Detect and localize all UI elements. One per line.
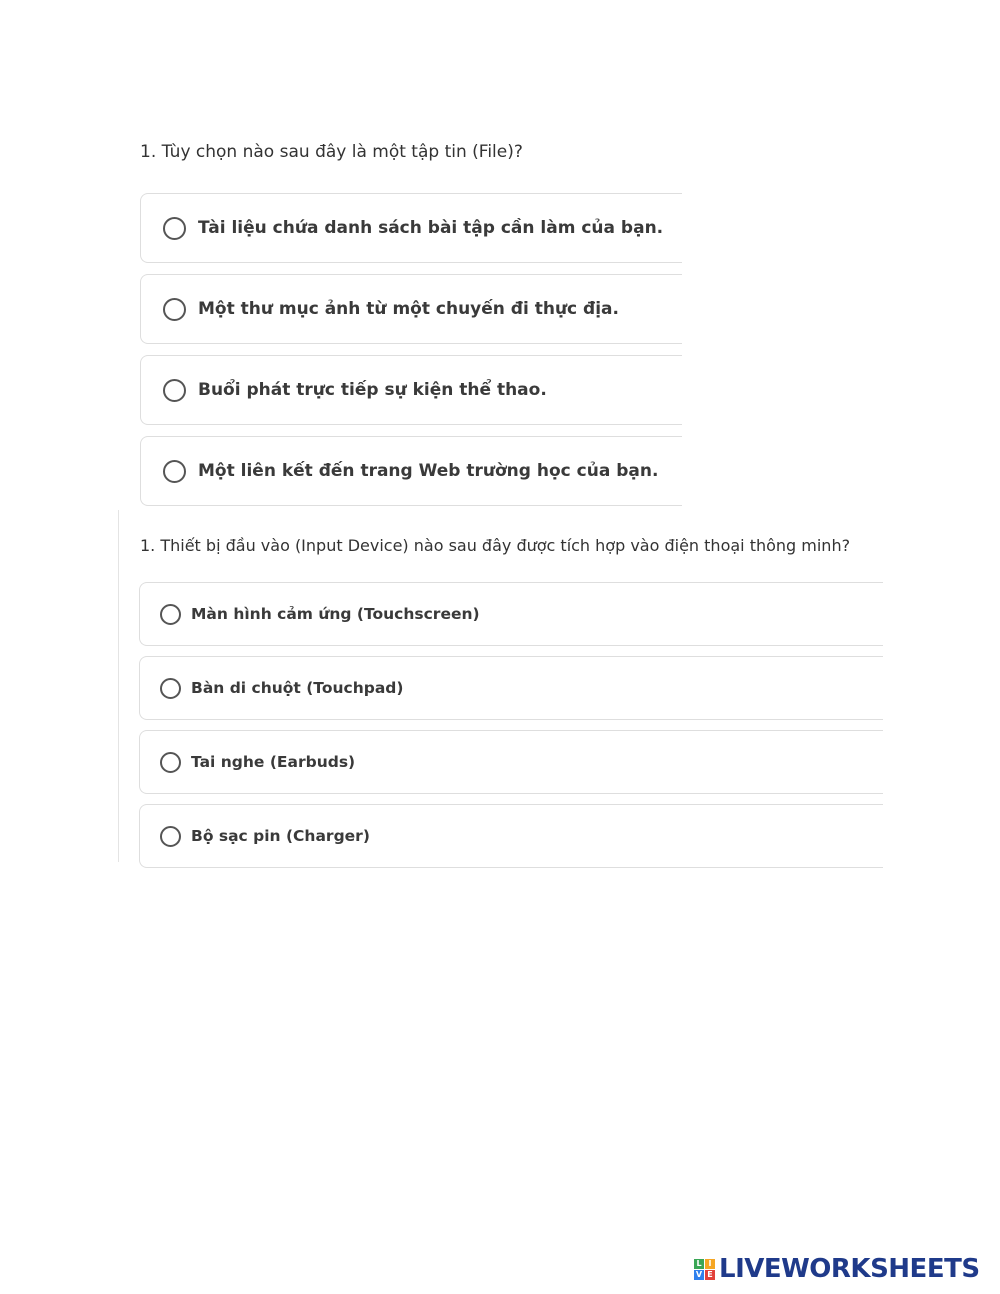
- option-label: Bàn di chuột (Touchpad): [191, 679, 404, 697]
- radio-unselected-icon[interactable]: [160, 604, 181, 625]
- radio-unselected-icon[interactable]: [163, 460, 186, 483]
- answer-option[interactable]: [139, 656, 883, 720]
- answer-option[interactable]: [139, 730, 883, 794]
- brand-name: LIVEWORKSHEETS: [719, 1254, 980, 1284]
- question-title: 1. Thiết bị đầu vào (Input Device) nào sau đây được tích hợp vào điện thoại thông minh?: [140, 536, 851, 555]
- option-label: Màn hình cảm ứng (Touchscreen): [191, 605, 480, 623]
- radio-unselected-icon[interactable]: [160, 752, 181, 773]
- answer-option[interactable]: [140, 355, 682, 425]
- answer-option[interactable]: [140, 274, 682, 344]
- logo-letter: L: [694, 1259, 704, 1269]
- logo-letter: I: [705, 1259, 715, 1269]
- radio-unselected-icon[interactable]: [160, 678, 181, 699]
- radio-unselected-icon[interactable]: [163, 379, 186, 402]
- option-label: Một liên kết đến trang Web trường học của bạn.: [198, 461, 659, 481]
- logo-letter: E: [705, 1270, 715, 1280]
- logo-letter: V: [695, 1269, 703, 1279]
- answer-option[interactable]: [139, 804, 883, 868]
- liveworksheets-brand: [694, 1254, 980, 1284]
- answer-option[interactable]: [139, 582, 883, 646]
- radio-unselected-icon[interactable]: [163, 298, 186, 321]
- option-label: Buổi phát trực tiếp sự kiện thể thao.: [198, 380, 547, 400]
- question-title: 1. Tùy chọn nào sau đây là một tập tin (File)?: [140, 142, 523, 162]
- radio-unselected-icon[interactable]: [163, 217, 186, 240]
- option-label: Một thư mục ảnh từ một chuyến đi thực địa.: [198, 299, 619, 319]
- liveworksheets-logo-icon: [694, 1259, 715, 1280]
- option-label: Bộ sạc pin (Charger): [191, 827, 370, 845]
- left-divider: [118, 510, 119, 862]
- option-label: Tài liệu chứa danh sách bài tập cần làm của bạn.: [198, 218, 664, 238]
- answer-option[interactable]: [140, 193, 682, 263]
- answer-option[interactable]: [140, 436, 682, 506]
- option-label: Tai nghe (Earbuds): [191, 753, 356, 771]
- radio-unselected-icon[interactable]: [160, 826, 181, 847]
